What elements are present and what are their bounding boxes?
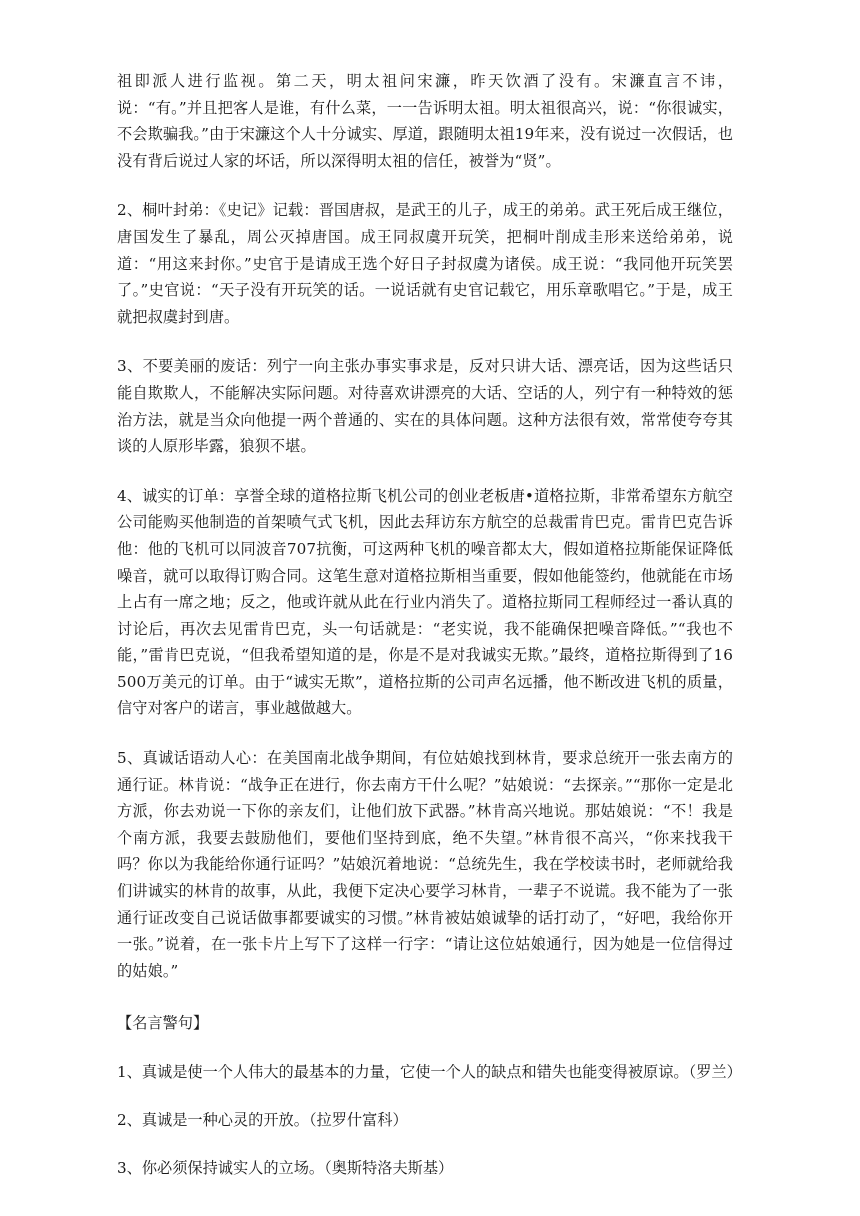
paragraph-tong-ye-feng-di: 2、桐叶封弟：《史记》记载：晋国唐叔，是武王的儿子，成王的弟弟。武王死后成王继位，唐国发生了暴乱，周公灭掉唐国。成王同叔虞开玩笑，把桐叶削成圭形来送给弟弟，说道：“用这来封你。”史官于是请成王选个好日子封叔虞为诸侯。成王说：“我同他开玩笑罢了。”史官说：“天子没有开玩笑的话。一说话就有史官记载它，用乐章歌唱它。”于是，成王就把叔虞封到唐。 (117, 201, 733, 326)
paragraph-lenin: 3、不要美丽的废话：列宁一向主张办事实事求是，反对只讲大话、漂亮话，因为这些话只能自欺欺人，不能解决实际问题。对待喜欢讲漂亮的大话、空话的人，列宁有一种特效的惩治方法，就是当众向他提一两个普通的、实在的具体问题。这种方法很有效，常常使夸夸其谈的人原形毕露，狼狈不堪。 (117, 357, 733, 456)
quote-item: 3、你必须保持诚实人的立场。（奥斯特洛夫斯基） (117, 1159, 454, 1178)
paragraph-lincoln: 5、真诚话语动人心：在美国南北战争期间，有位姑娘找到林肯，要求总统开一张去南方的通行证。林肯说：“战争正在进行，你去南方干什么呢？”姑娘说：“去探亲。”“那你一定是北方派，你去劝说一下你的亲友们，让他们放下武器。”林肯高兴地说。那姑娘说：“不！我是个南方派，我要去鼓励他们，要他们坚持到底，绝不失望。”林肯很不高兴，“你来找我干吗？你以为我能给你通行证吗？”姑娘沉着地说：“总统先生，我在学校读书时，老师就给我们讲诚实的林肯的故事，从此，我便下定决心要学习林肯，一辈子不说谎。我不能为了一张通行证改变自己说话做事都要诚实的习惯。”林肯被姑娘诚挚的话打动了，“好吧，我给你开一张。”说着，在一张卡片上写下了这样一行字：“请让这位姑娘通行，因为她是一位信得过的姑娘。” (117, 749, 733, 980)
section-heading: 【名言警句】 (117, 1014, 209, 1033)
paragraph-douglas: 4、诚实的订单：享誉全球的道格拉斯飞机公司的创业老板唐•道格拉斯，非常希望东方航空公司能购买他制造的首架喷气式飞机，因此去拜访东方航空的总裁雷肯巴克。雷肯巴克告诉他：他的飞机可以同波音707抗衡，可这两种飞机的噪音都太大，假如道格拉斯能保证降低噪音，就可以取得订购合同。这笔生意对道格拉斯相当重要，假如他能签约，他就能在市场上占有一席之地；反之，他或许就从此在行业内消失了。道格拉斯同工程师经过一番认真的讨论后，再次去见雷肯巴克，头一句话就是：“老实说，我不能确保把噪音降低。”“我也不能，”雷肯巴克说，“但我希望知道的是，你是不是对我诚实无欺。”最终，道格拉斯得到了16500万美元的订单。由于“诚实无欺”，道格拉斯的公司声名远播，他不断改进飞机的质量，信守对客户的诺言，事业越做越大。 (117, 486, 733, 718)
quote-item: 2、真诚是一种心灵的开放。（拉罗什富科） (117, 1111, 408, 1130)
document-page (117, 68, 742, 1180)
paragraph-song-lian: 祖即派人进行监视。第二天，明太祖问宋濂，昨天饮酒了没有。宋濂直言不讳，说：“有。”并且把客人是谁，有什么菜，一一告诉明太祖。明太祖很高兴，说：“你很诚实，不会欺骗我。”由于宋濂这个人十分诚实、厚道，跟随明太祖19年来，没有说过一次假话，也没有背后说过人家的坏话，所以深得明太祖的信任，被誉为“贤”。 (117, 72, 734, 170)
quote-item: 1、真诚是使一个人伟大的最基本的力量，它使一个人的缺点和错失也能变得被原谅。（罗兰） (117, 1063, 742, 1082)
